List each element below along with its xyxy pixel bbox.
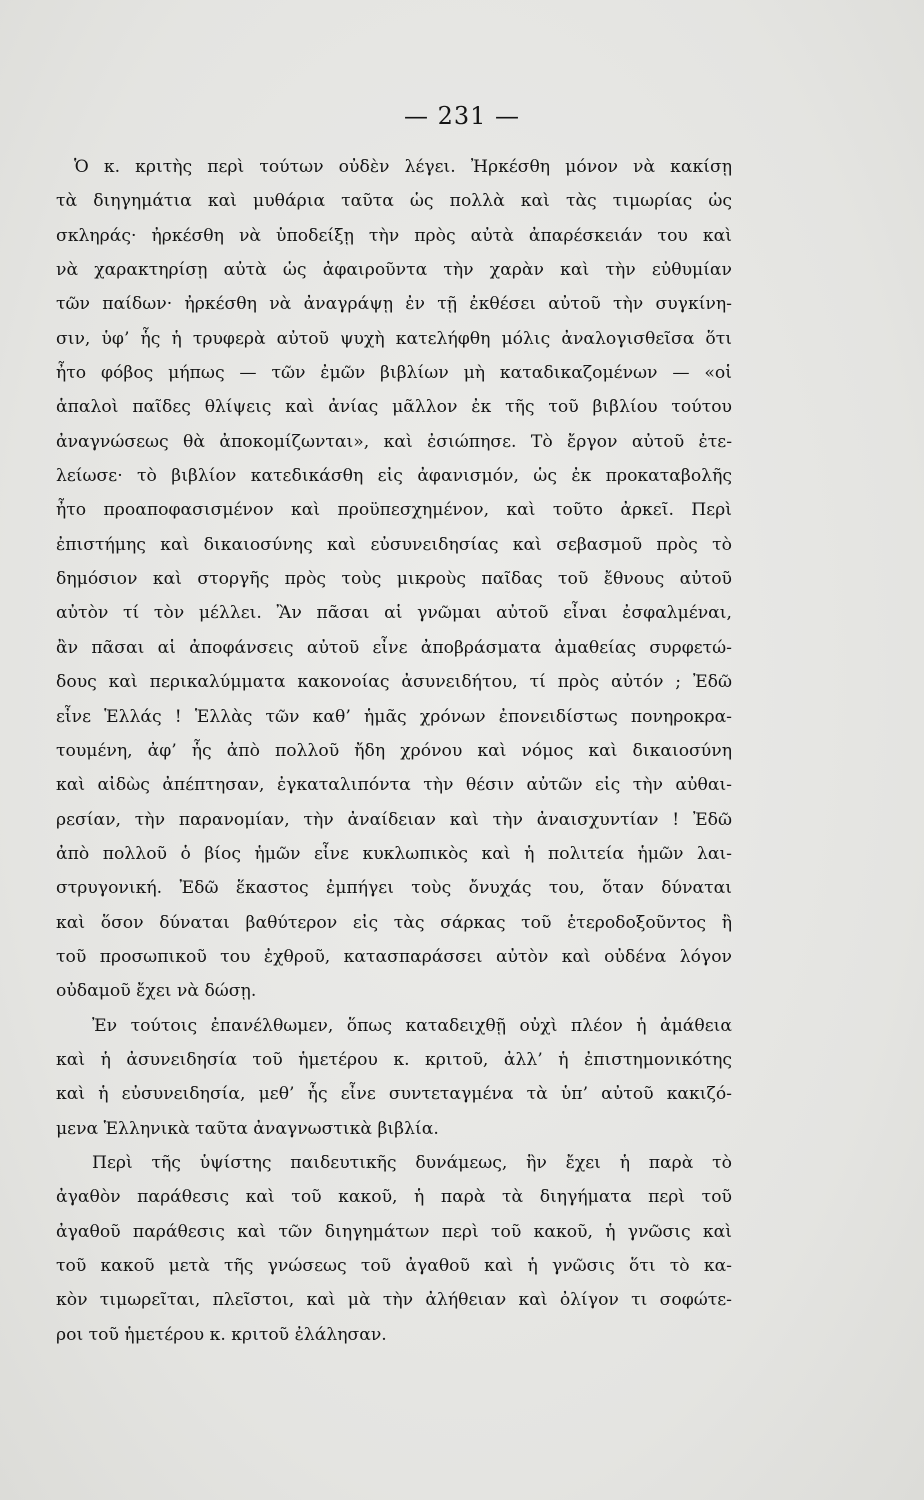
text-line: ἀγαθοῦ παράθεσις καὶ τῶν διηγημάτων περὶ τοῦ κακοῦ, ἡ γνῶσις καὶ [56, 1221, 732, 1242]
text-line: τοῦ κακοῦ μετὰ τῆς γνώσεως τοῦ ἀγαθοῦ καὶ ἡ γνῶσις ὅτι τὸ κα- [56, 1256, 732, 1276]
text-line: καὶ ἡ ἀσυνειδησία τοῦ ἡμετέρου κ. κριτοῦ, ἀλλ’ ἡ ἐπιστημονικότης [56, 1049, 732, 1070]
text-line: στρυγονική. Ἐδῶ ἕκαστος ἐμπήγει τοὺς ὄνυχάς του, ὅταν δύναται [56, 878, 732, 899]
text-line: ἀγαθὸν παράθεσις καὶ τοῦ κακοῦ, ἡ παρὰ τὰ διηγήματα περὶ τοῦ [56, 1187, 732, 1208]
text-line: ἀπὸ πολλοῦ ὁ βίος ἡμῶν εἶνε κυκλωπικὸς καὶ ἡ πολιτεία ἡμῶν λαι- [56, 843, 732, 864]
text-line: ρεσίαν, τὴν παρανομίαν, τὴν ἀναίδειαν καὶ τὴν ἀναισχυντίαν ! Ἐδῶ [56, 809, 732, 830]
text-line: ἦτο φόβος μήπως — τῶν ἐμῶν βιβλίων μὴ καταδικαζομένων — «οἱ [56, 363, 732, 384]
text-line: μενα Ἑλληνικὰ ταῦτα ἀναγνωστικὰ βιβλία. [56, 1118, 439, 1139]
page-number: — 231 — [403, 102, 521, 130]
text-line: εἶνε Ἑλλάς ! Ἑλλὰς τῶν καθ’ ἡμᾶς χρόνων ἐπονειδίστως πονηροκρα- [56, 706, 732, 727]
text-line: λείωσε· τὸ βιβλίον κατεδικάσθη εἰς ἀφανισμόν, ὡς ἐκ προκαταβολῆς [56, 466, 732, 487]
text-line: σκληράς· ἠρκέσθη νὰ ὑποδείξῃ τὴν πρὸς αὐτὰ ἀπαρέσκειάν του καὶ [56, 225, 732, 246]
text-line: ἀναγνώσεως θὰ ἀποκομίζωνται», καὶ ἐσιώπησε. Τὸ ἔργον αὐτοῦ ἐτε- [56, 431, 732, 452]
text-line: ἦτο προαποφασισμένον καὶ προϋπεσχημένον, καὶ τοῦτο ἀρκεῖ. Περὶ [56, 500, 732, 521]
text-line: δους καὶ περικαλύμματα κακονοίας ἀσυνειδήτου, τί πρὸς αὐτόν ; Ἐδῶ [56, 672, 732, 693]
text-line: καὶ ὅσον δύναται βαθύτερον εἰς τὰς σάρκας τοῦ ἑτεροδοξοῦντος ἢ [56, 912, 732, 933]
body-text [56, 150, 732, 1352]
text-line: ἂν πᾶσαι αἱ ἀποφάνσεις αὐτοῦ εἶνε ἀποβράσματα ἀμαθείας συρφετώ- [56, 637, 732, 658]
text-line: Ὁ κ. κριτὴς περὶ τούτων οὐδὲν λέγει. Ἠρκέσθη μόνον νὰ κακίσῃ [74, 157, 732, 177]
text-line: Ἐν τούτοις ἐπανέλθωμεν, ὅπως καταδειχθῇ οὐχὶ πλέον ἡ ἀμάθεια [92, 1015, 732, 1036]
text-line: δημόσιον καὶ στοργῆς πρὸς τοὺς μικροὺς παῖδας τοῦ ἔθνους αὐτοῦ [56, 569, 732, 590]
text-line: Περὶ τῆς ὑψίστης παιδευτικῆς δυνάμεως, ἣν ἔχει ἡ παρὰ τὸ [92, 1152, 732, 1173]
text-line: τουμένη, ἀφ’ ἧς ἀπὸ πολλοῦ ἤδη χρόνου καὶ νόμος καὶ δικαιοσύνη [56, 740, 732, 761]
text-line: ἐπιστήμης καὶ δικαιοσύνης καὶ εὐσυνειδησίας καὶ σεβασμοῦ πρὸς τὸ [56, 534, 732, 555]
text-line: τῶν παίδων· ἠρκέσθη νὰ ἀναγράψῃ ἐν τῇ ἐκθέσει αὐτοῦ τὴν συγκίνη- [56, 294, 732, 315]
text-line: αὐτὸν τί τὸν μέλλει. Ἂν πᾶσαι αἱ γνῶμαι αὐτοῦ εἶναι ἐσφαλμέναι, [56, 603, 732, 624]
text-line: κὸν τιμωρεῖται, πλεῖστοι, καὶ μὰ τὴν ἀλήθειαν καὶ ὀλίγον τι σοφώτε- [56, 1290, 732, 1311]
text-line: τὰ διηγημάτια καὶ μυθάρια ταῦτα ὡς πολλὰ καὶ τὰς τιμωρίας ὡς [56, 191, 732, 212]
text-line: ροι τοῦ ἡμετέρου κ. κριτοῦ ἐλάλησαν. [56, 1324, 387, 1345]
text-line: καὶ αἰδὼς ἀπέπτησαν, ἐγκαταλιπόντα τὴν θέσιν αὐτῶν εἰς τὴν αὐθαι- [56, 775, 732, 796]
text-line: ἁπαλοὶ παῖδες θλίψεις καὶ ἀνίας μᾶλλον ἐκ τῆς τοῦ βιβλίου τούτου [56, 397, 732, 418]
text-line: σιν, ὑφ’ ἧς ἡ τρυφερὰ αὐτοῦ ψυχὴ κατελήφθη μόλις ἀναλογισθεῖσα ὅτι [56, 328, 732, 349]
text-line: οὐδαμοῦ ἔχει νὰ δώσῃ. [56, 981, 257, 1002]
text-line: τοῦ προσωπικοῦ του ἐχθροῦ, κατασπαράσσει αὐτὸν καὶ οὐδένα λόγον [56, 946, 732, 967]
text-line: καὶ ἡ εὐσυνειδησία, μεθ’ ἧς εἶνε συντεταγμένα τὰ ὑπ’ αὐτοῦ κακιζό- [56, 1084, 732, 1105]
text-line: νὰ χαρακτηρίσῃ αὐτὰ ὡς ἀφαιροῦντα τὴν χαρὰν καὶ τὴν εὐθυμίαν [56, 260, 732, 281]
